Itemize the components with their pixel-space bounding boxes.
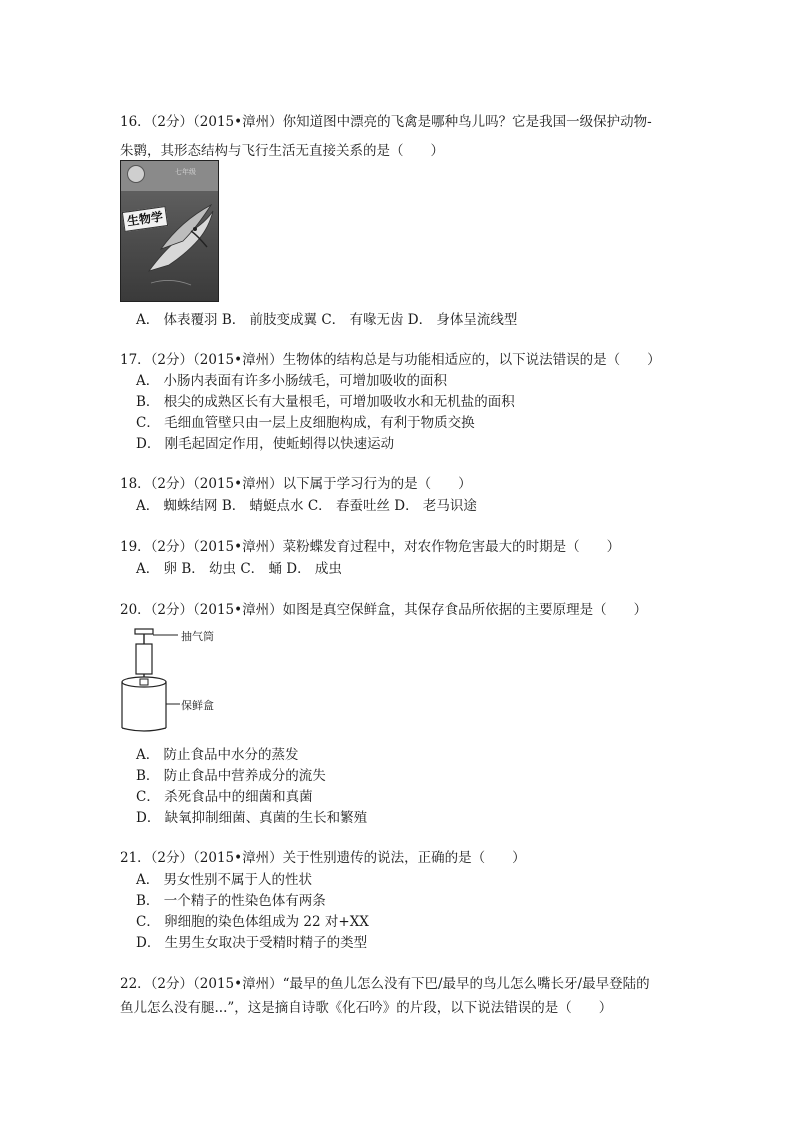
biology-textbook-cover-image xyxy=(120,160,219,302)
q17-option-c: C． 毛细血管壁只由一层上皮细胞构成，有利于物质交换 xyxy=(136,415,475,431)
q18-stem: 18．（2分）（2015•漳州）以下属于学习行为的是（ ） xyxy=(120,476,472,492)
q17-option-a: A． 小肠内表面有许多小肠绒毛，可增加吸收的面积 xyxy=(136,373,448,389)
q16-stem-line2: 朱鹮，其形态结构与飞行生活无直接关系的是（ ） xyxy=(120,143,444,159)
q22-stem-line1: 22．（2分）（2015•漳州）“最早的鱼儿怎么没有下巴/最早的鸟儿怎么嘴长牙/最早登陆的 xyxy=(120,976,650,992)
q16-stem-line1: 16．（2分）（2015•漳州）你知道图中漂亮的飞禽是哪种鸟儿吗？它是我国一级保护动物- xyxy=(120,114,652,130)
q20-option-d: D． 缺氧抑制细菌、真菌的生长和繁殖 xyxy=(136,810,368,826)
q17-option-b: B． 根尖的成熟区长有大量根毛，可增加吸收水和无机盐的面积 xyxy=(136,394,515,410)
q17-option-d: D． 刚毛起固定作用，使蚯蚓得以快速运动 xyxy=(136,436,395,452)
q20-option-a: A． 防止食品中水分的蒸发 xyxy=(136,747,299,763)
q20-stem: 20．（2分）（2015•漳州）如图是真空保鲜盒，其保存食品所依据的主要原理是（ ） xyxy=(120,602,648,618)
q21-option-d: D． 生男生女取决于受精时精子的类型 xyxy=(136,935,368,951)
q21-option-c: C． 卵细胞的染色体组成为 22 对+XX xyxy=(136,914,369,930)
q19-stem: 19．（2分）（2015•漳州）菜粉蝶发育过程中，对农作物危害最大的时期是（ ） xyxy=(120,539,621,555)
q19-options: A． 卵 B． 幼虫 C． 蛹 D． 成虫 xyxy=(136,561,342,577)
q16-options: A． 体表覆羽 B． 前肢变成翼 C． 有喙无齿 D． 身体呈流线型 xyxy=(136,312,518,328)
box-label: 保鲜盒 xyxy=(181,699,214,712)
q21-option-a: A． 男女性别不属于人的性状 xyxy=(136,872,313,888)
q20-option-c: C． 杀死食品中的细菌和真菌 xyxy=(136,789,313,805)
q21-option-b: B． 一个精子的性染色体有两条 xyxy=(136,893,326,909)
cover-grade-label: 七年级 xyxy=(175,168,196,176)
q22-stem-line2: 鱼儿怎么没有腿...”，这是摘自诗歌《化石吟》的片段，以下说法错误的是（ ） xyxy=(120,1000,613,1016)
q17-stem: 17．（2分）（2015•漳州）生物体的结构总是与功能相适应的，以下说法错误的是（ ） xyxy=(120,352,661,368)
q18-options: A． 蜘蛛结网 B． 蜻蜓点水 C． 春蚕吐丝 D． 老马识途 xyxy=(136,498,477,514)
q20-option-b: B． 防止食品中营养成分的流失 xyxy=(136,768,326,784)
pump-label: 抽气筒 xyxy=(181,630,214,643)
q21-stem: 21．（2分）（2015•漳州）关于性别遗传的说法，正确的是（ ） xyxy=(120,850,526,866)
crested-ibis-illustration xyxy=(121,161,218,301)
cover-title: 生物学 xyxy=(122,206,168,232)
